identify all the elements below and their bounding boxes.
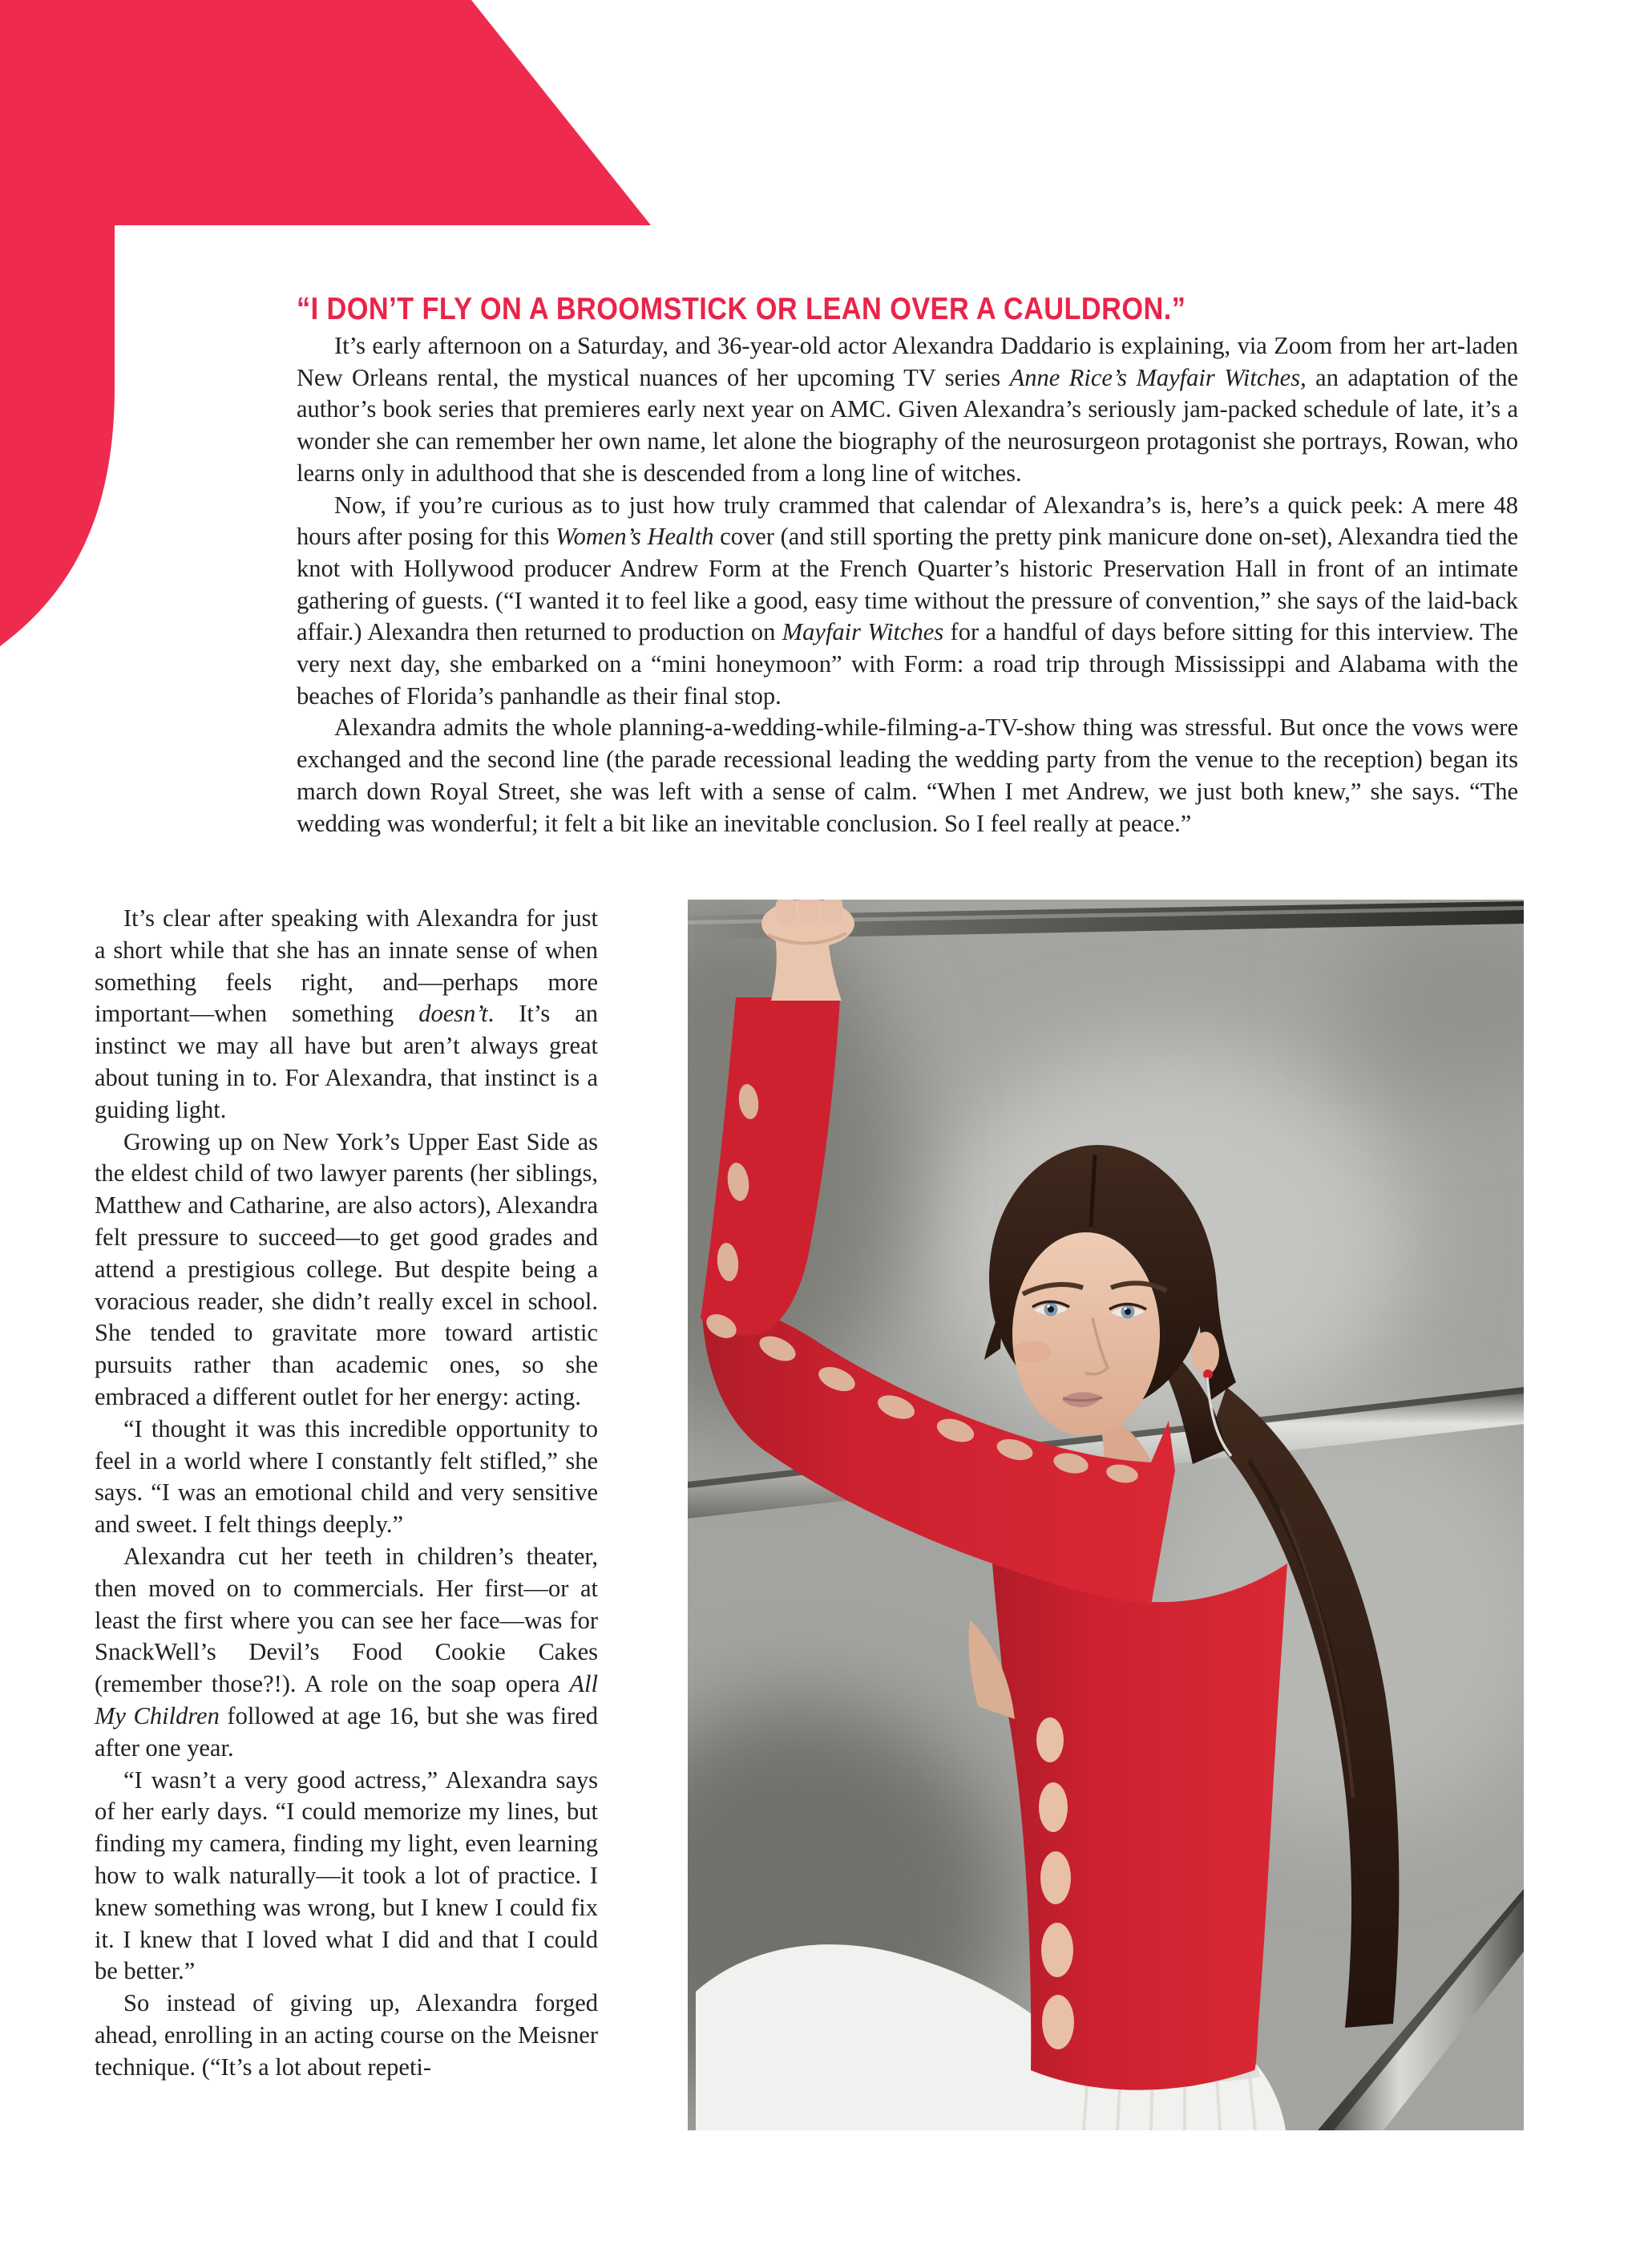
ear — [1192, 1332, 1219, 1375]
body-paragraph: “I wasn’t a very good actress,” Alexandra says of her early days. “I could memorize my lines, but finding my camera, finding my light, even learning how to walk naturally—it took a lot of practice. I knew something was wrong, but I knew I could fix it. I knew that I loved what I did and that I could be better.” — [95, 1766, 598, 1985]
fingers — [775, 900, 843, 926]
article-headline: “I DON’T FLY ON A BROOMSTICK OR LEAN OVER A CAULDRON.” — [297, 292, 1186, 326]
body-paragraph: Growing up on New York’s Upper East Side as the eldest child of two lawyer parents (her siblings, Matthew and Catharine, are also actors), Alexandra felt pressure to succeed—to get good grades and attend a prestigious college. But despite being a voracious reader, she didn’t really excel in school. She tended to gravitate more toward artistic pursuits rather than academic ones, so she embraced a different outlet for her energy: acting. — [95, 1127, 598, 1410]
photo-artwork — [688, 900, 1524, 2130]
body-left-column — [95, 903, 598, 2083]
body-paragraph: Alexandra admits the whole planning-a-wedding-while-filming-a-TV-show thing was stressful. But once the vows were exchanged and the second line (the parade recessional leading the wedding party from the venue to the reception) began its march down Royal Street, she was left with a sense of calm. “When I met Andrew, we just both knew,” she says. “The wedding was wonderful; it felt a bit like an inevitable conclusion. So I feel really at peace.” — [297, 714, 1518, 837]
intro-column — [297, 330, 1518, 839]
body-paragraph: It’s clear after speaking with Alexandra for just a short while that she has an innate sense of when something feels right, and—perhaps more important—when something doesn’t. It’s an instinct we may all have but aren’t always great about tuning in to. For Alexandra, that instinct is a guiding light. — [95, 904, 599, 1123]
body-paragraph: Now, if you’re curious as to just how truly crammed that calendar of Alexandra’s is, here’s a quick peek: A mere 48 hours after posing for this Women’s Health cover (and still sporting the pretty pink manicure done on-set), Alexandra tied the knot with Hollywood producer Andrew Form at the French Quarter’s historic Preservation Hall in front of an intimate gathering of guests. (“I wanted it to feel like a good, easy time without the pressure of convention,” she says of the laid-back affair.) Alexandra then returned to production on Mayfair Witches for a handful of days before sitting for this interview. The very next day, she embarked on a “mini honeymoon” with Form: a road trip through Mississippi and Alabama with the beaches of Florida’s panhandle as their final stop. — [297, 491, 1519, 710]
photo-alexandra-daddario — [688, 900, 1524, 2130]
body-paragraph: “I thought it was this incredible opportunity to feel in a world where I constantly felt stifled,” she says. “I was an emotional child and very sensitive and sweet. I felt things deeply.” — [95, 1414, 598, 1539]
body-paragraph: It’s early afternoon on a Saturday, and 36-year-old actor Alexandra Daddario is explaining, via Zoom from her art-laden New Orleans rental, the mystical nuances of her upcoming TV series Anne Rice’s Mayfair Witches, an adaptation of the author’s book series that premieres early next year on AMC. Given Alexandra’s seriously jam-packed schedule of late, it’s a wonder she can remember her own name, let alone the biography of the neurosurgeon protagonist she portrays, Rowan, who learns only in adulthood that she is descended from a long line of witches. — [297, 332, 1518, 487]
body-paragraph: So instead of giving up, Alexandra forged ahead, enrolling in an acting course on the Meisner technique. (“It’s a lot about repeti- — [95, 1989, 598, 2081]
body-paragraph: Alexandra cut her teeth in children’s theater, then moved on to commercials. Her first—or at least the first where you can see her face—was for SnackWell’s Devil’s Food Cookie Cakes (remember those?!). A role on the soap opera All My Children followed at age 16, but she was fired after one year. — [95, 1542, 598, 1762]
